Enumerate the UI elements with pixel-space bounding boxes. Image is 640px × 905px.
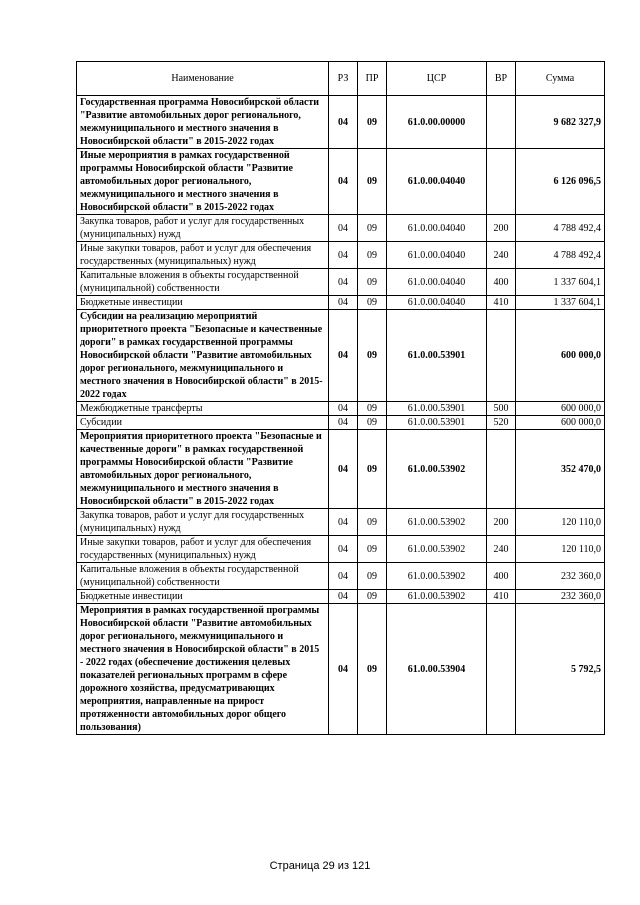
cell-name: Мероприятия приоритетного проекта "Безопасные и качественные дороги" в рамках государственной программы Новосибирской области "Развитие автомобильных дорог регионального, межмуниципального и местного значения в Новосибирской области" в 2015-2022 годах <box>77 430 329 509</box>
cell-pr: 09 <box>358 563 387 590</box>
header-vr: ВР <box>487 62 516 96</box>
cell-sum: 4 788 492,4 <box>516 215 605 242</box>
cell-csr: 61.0.00.53902 <box>387 590 487 604</box>
cell-csr: 61.0.00.53902 <box>387 509 487 536</box>
cell-vr <box>487 604 516 735</box>
page-number: Страница 29 из 121 <box>269 860 371 872</box>
cell-rz: 04 <box>329 402 358 416</box>
table-row <box>77 242 605 269</box>
cell-vr: 240 <box>487 536 516 563</box>
cell-csr: 61.0.00.04040 <box>387 215 487 242</box>
cell-pr: 09 <box>358 149 387 215</box>
cell-name: Иные закупки товаров, работ и услуг для обеспечения государственных (муниципальных) нужд <box>77 242 329 269</box>
table-row <box>77 416 605 430</box>
cell-name: Иные мероприятия в рамках государственной программы Новосибирской области "Развитие автомобильных дорог регионального, межмуниципального и местного значения в Новосибирской области" в 2015-2022 годах <box>77 149 329 215</box>
cell-name: Государственная программа Новосибирской области "Развитие автомобильных дорог регионального, межмуниципального и местного значения в Новосибирской области" в 2015-2022 годах <box>77 96 329 149</box>
cell-pr: 09 <box>358 430 387 509</box>
cell-rz: 04 <box>329 509 358 536</box>
header-sum: Сумма <box>516 62 605 96</box>
cell-vr: 520 <box>487 416 516 430</box>
cell-csr: 61.0.00.04040 <box>387 149 487 215</box>
table-row <box>77 604 605 735</box>
cell-name: Межбюджетные трансферты <box>77 402 329 416</box>
cell-sum: 1 337 604,1 <box>516 296 605 310</box>
cell-rz: 04 <box>329 96 358 149</box>
cell-rz: 04 <box>329 416 358 430</box>
cell-sum: 9 682 327,9 <box>516 96 605 149</box>
cell-sum: 120 110,0 <box>516 509 605 536</box>
table-row <box>77 536 605 563</box>
cell-sum: 600 000,0 <box>516 416 605 430</box>
cell-rz: 04 <box>329 604 358 735</box>
cell-csr: 61.0.00.04040 <box>387 296 487 310</box>
cell-rz: 04 <box>329 536 358 563</box>
table-row <box>77 269 605 296</box>
cell-sum: 6 126 096,5 <box>516 149 605 215</box>
cell-vr: 240 <box>487 242 516 269</box>
cell-rz: 04 <box>329 430 358 509</box>
table-row <box>77 96 605 149</box>
cell-name: Иные закупки товаров, работ и услуг для обеспечения государственных (муниципальных) нужд <box>77 536 329 563</box>
cell-name: Бюджетные инвестиции <box>77 590 329 604</box>
cell-vr <box>487 149 516 215</box>
cell-sum: 1 337 604,1 <box>516 269 605 296</box>
cell-vr <box>487 96 516 149</box>
cell-sum: 5 792,5 <box>516 604 605 735</box>
cell-csr: 61.0.00.00000 <box>387 96 487 149</box>
cell-csr: 61.0.00.04040 <box>387 269 487 296</box>
cell-pr: 09 <box>358 604 387 735</box>
cell-sum: 4 788 492,4 <box>516 242 605 269</box>
table-row <box>77 430 605 509</box>
cell-csr: 61.0.00.53902 <box>387 563 487 590</box>
table-row <box>77 563 605 590</box>
cell-pr: 09 <box>358 296 387 310</box>
cell-name: Бюджетные инвестиции <box>77 296 329 310</box>
header-pr: ПР <box>358 62 387 96</box>
cell-rz: 04 <box>329 563 358 590</box>
cell-name: Мероприятия в рамках государственной программы Новосибирской области "Развитие автомобильных дорог регионального, межмуниципального и местного значения в Новосибирской области" в 2015 - 2022 годах (обеспечение достижения целевых показателей региональных программ в сфере дорожного хозяйства, предусматривающих мероприятия, направленные на прирост протяженности автомобильных дорог общего пользования) <box>77 604 329 735</box>
cell-name: Капитальные вложения в объекты государственной (муниципальной) собственности <box>77 269 329 296</box>
cell-rz: 04 <box>329 590 358 604</box>
cell-sum: 600 000,0 <box>516 310 605 402</box>
table-row <box>77 149 605 215</box>
cell-pr: 09 <box>358 96 387 149</box>
cell-pr: 09 <box>358 590 387 604</box>
cell-sum: 232 360,0 <box>516 563 605 590</box>
cell-vr: 200 <box>487 215 516 242</box>
cell-vr: 410 <box>487 296 516 310</box>
cell-rz: 04 <box>329 215 358 242</box>
cell-name: Субсидии на реализацию мероприятий приоритетного проекта "Безопасные и качественные дороги" в рамках государственной программы Новосибирской области "Развитие автомобильных дорог регионального, межмуниципального и местного значения в Новосибирской области" в 2015-2022 годах <box>77 310 329 402</box>
table-row <box>77 509 605 536</box>
cell-name: Закупка товаров, работ и услуг для государственных (муниципальных) нужд <box>77 215 329 242</box>
cell-csr: 61.0.00.53901 <box>387 310 487 402</box>
table-row <box>77 215 605 242</box>
table-row <box>77 296 605 310</box>
cell-vr <box>487 310 516 402</box>
cell-pr: 09 <box>358 402 387 416</box>
cell-sum: 232 360,0 <box>516 590 605 604</box>
cell-sum: 120 110,0 <box>516 536 605 563</box>
cell-rz: 04 <box>329 269 358 296</box>
budget-table <box>76 61 605 735</box>
table-row <box>77 590 605 604</box>
table-row <box>77 310 605 402</box>
cell-rz: 04 <box>329 149 358 215</box>
cell-name: Капитальные вложения в объекты государственной (муниципальной) собственности <box>77 563 329 590</box>
cell-csr: 61.0.00.53902 <box>387 430 487 509</box>
cell-sum: 352 470,0 <box>516 430 605 509</box>
budget-table-body <box>77 62 605 735</box>
cell-sum: 600 000,0 <box>516 402 605 416</box>
cell-csr: 61.0.00.04040 <box>387 242 487 269</box>
cell-rz: 04 <box>329 296 358 310</box>
cell-pr: 09 <box>358 536 387 563</box>
cell-pr: 09 <box>358 269 387 296</box>
table-header-row <box>77 62 605 96</box>
table-row <box>77 402 605 416</box>
cell-name: Субсидии <box>77 416 329 430</box>
cell-rz: 04 <box>329 242 358 269</box>
cell-csr: 61.0.00.53901 <box>387 416 487 430</box>
cell-pr: 09 <box>358 416 387 430</box>
header-name: Наименование <box>77 62 329 96</box>
cell-vr: 400 <box>487 563 516 590</box>
cell-pr: 09 <box>358 215 387 242</box>
cell-name: Закупка товаров, работ и услуг для государственных (муниципальных) нужд <box>77 509 329 536</box>
cell-csr: 61.0.00.53904 <box>387 604 487 735</box>
cell-vr: 410 <box>487 590 516 604</box>
cell-vr <box>487 430 516 509</box>
cell-pr: 09 <box>358 509 387 536</box>
cell-pr: 09 <box>358 242 387 269</box>
cell-csr: 61.0.00.53901 <box>387 402 487 416</box>
header-rz: РЗ <box>329 62 358 96</box>
cell-vr: 500 <box>487 402 516 416</box>
cell-rz: 04 <box>329 310 358 402</box>
cell-csr: 61.0.00.53902 <box>387 536 487 563</box>
cell-pr: 09 <box>358 310 387 402</box>
cell-vr: 200 <box>487 509 516 536</box>
header-csr: ЦСР <box>387 62 487 96</box>
cell-vr: 400 <box>487 269 516 296</box>
